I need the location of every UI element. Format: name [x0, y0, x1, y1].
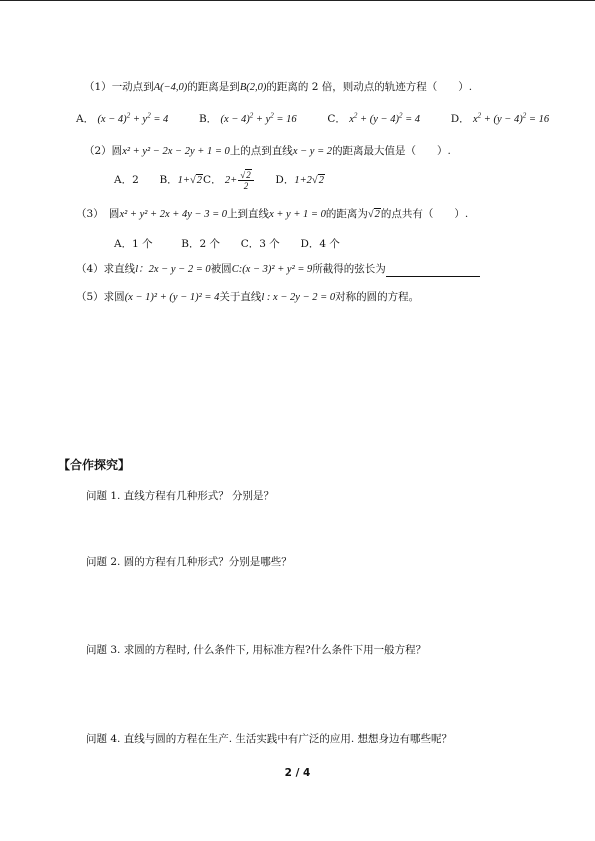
- option-a: A．2: [114, 174, 139, 186]
- problem-4-stem: [76, 262, 480, 277]
- option-b-rhs: = 16: [276, 114, 297, 125]
- problem-text: 对称的圆的方程。: [335, 291, 420, 303]
- option-a: A．1 个: [114, 238, 153, 250]
- option-c-label: C．: [327, 113, 346, 125]
- circle-equation: (x − 1)² + (y − 1)² = 4: [124, 292, 220, 303]
- option-b: $(x - 4)^2 + y^2 = 16$: [220, 111, 297, 125]
- line-equation: l : x − 2y − 2 = 0: [261, 292, 336, 303]
- problem-text: 上到直线: [227, 208, 270, 220]
- problem-text: 的距离为: [325, 208, 368, 220]
- problem-3-stem: [76, 207, 468, 222]
- line-equation: x − y = 2: [292, 146, 333, 157]
- circle-equation: x² + y² + 2x + 4y − 3 = 0: [119, 209, 228, 220]
- problem-text: 上的点到直线: [229, 145, 293, 157]
- question-2: 问题 2. 圆的方程有几种形式？分别是哪些？: [86, 556, 292, 568]
- option-b: 1+√2: [177, 175, 203, 186]
- circle-equation: x² + y² − 2x − 2y + 1 = 0: [122, 146, 230, 157]
- option-c: C．3 个: [240, 238, 280, 250]
- option-c-rhs: = 4: [405, 114, 421, 125]
- problem-text: 被圆: [210, 263, 232, 275]
- point-b: B(2,0): [239, 82, 267, 93]
- line-equation: x + y + 1 = 0: [269, 209, 326, 220]
- option-d-label: D．: [275, 174, 295, 186]
- point-a: A(−4,0): [153, 82, 188, 93]
- problem-text: 一动点到: [111, 81, 154, 93]
- problem-text: 的距离最大值是（ ）.: [332, 145, 451, 157]
- option-c-label: C．: [203, 174, 222, 186]
- problem-number: （3） 圆: [76, 208, 120, 220]
- problem-number: （1）: [84, 81, 112, 93]
- option-d: D．4 个: [300, 238, 340, 250]
- problem-1-stem: [84, 80, 472, 95]
- problem-number: （2）圆: [84, 145, 123, 157]
- question-4: 问题 4. 直线与圆的方程在生产. 生活实践中有广泛的应用. 想想身边有哪些呢？: [86, 733, 453, 745]
- problem-number: （5）求圆: [76, 291, 125, 303]
- line-equation: l：2x − y − 2 = 0: [135, 264, 211, 275]
- option-a-label: A．: [76, 113, 95, 125]
- option-b: B．2 个: [181, 238, 221, 250]
- option-a-rhs: = 4: [153, 114, 169, 125]
- option-d-label: D．: [450, 113, 470, 125]
- option-b-label: B．: [159, 174, 178, 186]
- question-3: 问题 3. 求圆的方程时, 什么条件下, 用标准方程?什么条件下用一般方程？: [86, 644, 427, 656]
- sqrt-2: √2: [367, 209, 380, 220]
- problem-2-stem: [84, 144, 451, 159]
- option-c: 2+ $\frac{√2}{2}$: [225, 175, 255, 186]
- circle-equation: C:(x − 3)² + y² = 9: [231, 264, 313, 275]
- top-border: [0, 0, 595, 1]
- problem-3-options: [114, 237, 340, 251]
- problem-text: 关于直线: [219, 291, 262, 303]
- problem-text: 的距离是到: [187, 81, 240, 93]
- problem-1-options: [76, 112, 549, 127]
- answer-blank: [386, 265, 480, 277]
- option-a: $(x - 4)^2 + y^2 = 4$: [97, 111, 169, 125]
- option-c: $x^2 + (y - 4)^2 = 4$: [349, 111, 421, 125]
- option-b-label: B．: [198, 113, 218, 125]
- problem-5-stem: [76, 290, 419, 305]
- question-1: 问题 1. 直线方程有几种形式？ 分别是？: [86, 490, 275, 502]
- option-d-rhs: = 16: [528, 114, 550, 125]
- page-number: 2 / 4: [284, 767, 311, 779]
- problem-text: 所截得的弦长为: [312, 263, 386, 275]
- problem-text: 的距离的 2 倍，则动点的轨迹方程（ ）.: [266, 81, 473, 93]
- problem-2-options: [114, 170, 325, 191]
- problem-number: （4）求直线: [76, 263, 136, 275]
- option-d: $x^2 + (y - 4)^2 = 16$: [473, 111, 550, 125]
- section-title: 【合作探究】: [58, 458, 131, 472]
- option-d: 1+2√2: [294, 175, 324, 186]
- problem-text: 的点共有（ ）.: [380, 208, 469, 220]
